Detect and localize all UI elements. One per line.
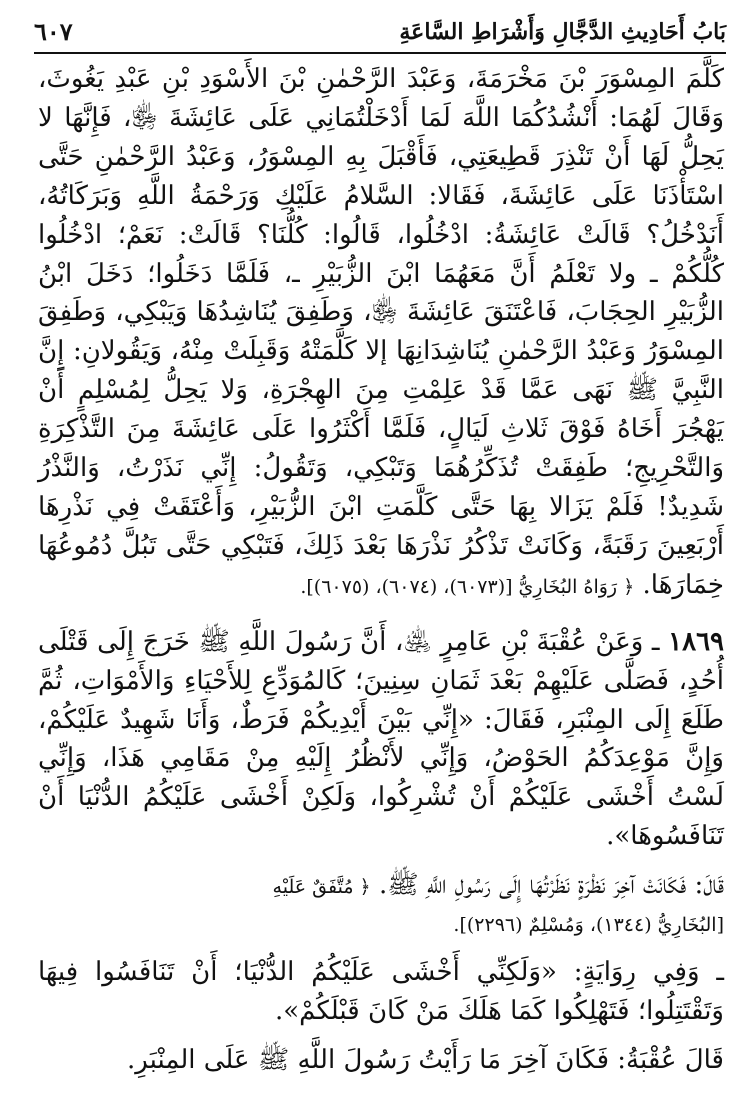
- paragraph-gap: [38, 607, 724, 623]
- uqba-statement: قَالَ عُقْبَةُ: فَكَانَ آخِرَ مَا رَأَيْتُ رَسُولَ اللَّهِ ﷺ عَلَى المِنْبَرِ.: [127, 1044, 724, 1075]
- chapter-title: بَابُ أَحَادِيثِ الدَّجَّالِ وَأَشْرَاطِ السَّاعَةِ: [399, 19, 726, 45]
- source-reference: [البُخَارِيُّ (١٣٤٤)، وَمُسْلِمٌ (٢٢٩٦)].: [453, 914, 724, 937]
- narrator-text: قَالَ: فَكَانَتْ آخِرَ نَظْرَةٍ نَظَرْتُهَا إِلَى رَسُولِ اللَّهِ ﷺ.: [378, 870, 724, 901]
- hadith-source: ﴿ رَوَاهُ البُخَارِيُّ [(٦٠٧٣)، (٦٠٧٤)، (٦٠٧٥)].: [300, 575, 635, 598]
- hadith-number: ١٨٦٩: [668, 626, 725, 657]
- paragraph-continued: [38, 60, 724, 607]
- narrator-statement: [38, 866, 724, 907]
- paragraph-text: كَلَّمَ المِسْوَرَ بْنَ مَخْرَمَةَ، وَعَبْدَ الرَّحْمٰنِ بْنَ الأَسْوَدِ بْنِ عَبْدِ يَغُوثَ، وَقَالَ لَهُمَا: أَنْشُدُكُمَا اللَّهَ لَمَا أَدْخَلْتُمَانِي عَلَى عَائِشَةَ ﵂، فَإِنَّهَا لا يَحِلُّ لَهَا أَنْ تَنْذِرَ قَطِيعَتِي، فَأَقْبَلَ بِهِ المِسْوَرُ، وَعَبْدُ الرَّحْمٰنِ حَتَّى اسْتَأْذَنَا عَلَى عَائِشَةَ، فَقَالا: السَّلامُ عَلَيْكِ وَرَحْمَةُ اللَّهِ وَبَرَكَاتُهُ، أَنَدْخُلُ؟ قَالَتْ عَائِشَةُ: ادْخُلُوا، قَالُوا: كُلُّنَا؟ قَالَتْ: نَعَمْ؛ ادْخُلُوا كُلُّكُمْ ـ ولا تَعْلَمُ أَنَّ مَعَهُمَا ابْنَ الزُّبَيْرِ ـ، فَلَمَّا دَخَلُوا؛ دَخَلَ ابْنُ الزُّبَيْرِ الحِجَابَ، فَاعْتَنَقَ عَائِشَةَ ﵂، وَطَفِقَ يُنَاشِدُهَا وَيَبْكِي، وَطَفِقَ المِسْوَرُ وَعَبْدُ الرَّحْمٰنِ يُنَاشِدَانِهَا إلا كَلَّمَتْهُ وَقَبِلَتْ مِنْهُ، وَيَقُولانِ: إِنَّ النَّبِيَّ ﷺ نَهَى عَمَّا قَدْ عَلِمْتِ مِنَ الهِجْرَةِ، وَلا يَحِلُّ لِمُسْلِمٍ أَنْ يَهْجُرَ أَخَاهُ فَوْقَ ثَلاثِ لَيَالٍ، فَلَمَّا أَكْثَرُوا عَلَى عَائِشَةَ مِنَ التَّذْكِرَةِ وَالتَّحْرِيجِ؛ طَفِقَتْ تُذَكِّرُهُمَا وَتَبْكِي، وَتَقُولُ: إِنِّي نَذَرْتُ، وَالنَّذْرُ شَدِيدٌ! فَلَمْ يَزَالا بِهَا حَتَّى كَلَّمَتِ ابْنَ الزُّبَيْرِ، وَأَعْتَقَتْ فِي نَذْرِهَا أَرْبَعِينَ رَقَبَةً، وَكَانَتْ تَذْكُرُ نَذْرَهَا بَعْدَ ذَلِكَ، فَتَبْكِي حَتَّى تَبُلَّ دُمُوعُهَا خِمَارَهَا.: [38, 64, 725, 600]
- main-text: [38, 60, 724, 1080]
- hadith-text: ـ وَعَنْ عُقْبَةَ بْنِ عَامِرٍ ﵁، أَنَّ رَسُولَ اللَّهِ ﷺ خَرَجَ إِلَى قَتْلَى أُحُدٍ، فَصَلَّى عَلَيْهِمْ بَعْدَ ثَمَانِ سِنِينَ؛ كَالمُوَدِّعِ لِلأَحْيَاءِ وَالأَمْوَاتِ، ثُمَّ طَلَعَ إِلَى المِنْبَرِ، فَقَالَ: «إِنِّي بَيْنَ أَيْدِيكُمْ فَرَطٌ، وَأَنَا شَهِيدٌ عَلَيْكُمْ، وَإِنَّ مَوْعِدَكُمُ الحَوْضُ، وَإِنِّي لأَنْظُرُ إِلَيْهِ مِنْ مَقَامِي هَذَا، وَإِنِّي لَسْتُ أَخْشَى عَلَيْكُمْ أَنْ تُشْرِكُوا، وَلَكِنْ أَخْشَى عَلَيْكُمُ الدُّنْيَا أَنْ تَنَافَسُوهَا».: [38, 626, 724, 852]
- page-number: ٦٠٧: [34, 17, 73, 46]
- alternate-narration: ـ وَفِي رِوَايَةٍ: «وَلَكِنِّي أَخْشَى عَلَيْكُمُ الدُّنْيَا؛ أَنْ تَنَافَسُوا فِيهَا وَتَقْتَتِلُوا؛ فَتَهْلِكُوا كَمَا هَلَكَ مَنْ كَانَ قَبْلَكُمْ».: [38, 957, 724, 1026]
- hadith-entry: [38, 623, 724, 856]
- header-divider: [34, 52, 726, 54]
- paragraph-gap: [38, 856, 724, 866]
- page-header: [34, 4, 726, 52]
- paragraph-gap: [38, 1031, 724, 1041]
- hadith-source: ﴿ مُتَّفَقٌ عَلَيْهِ: [272, 876, 371, 899]
- paragraph-gap: [38, 943, 724, 953]
